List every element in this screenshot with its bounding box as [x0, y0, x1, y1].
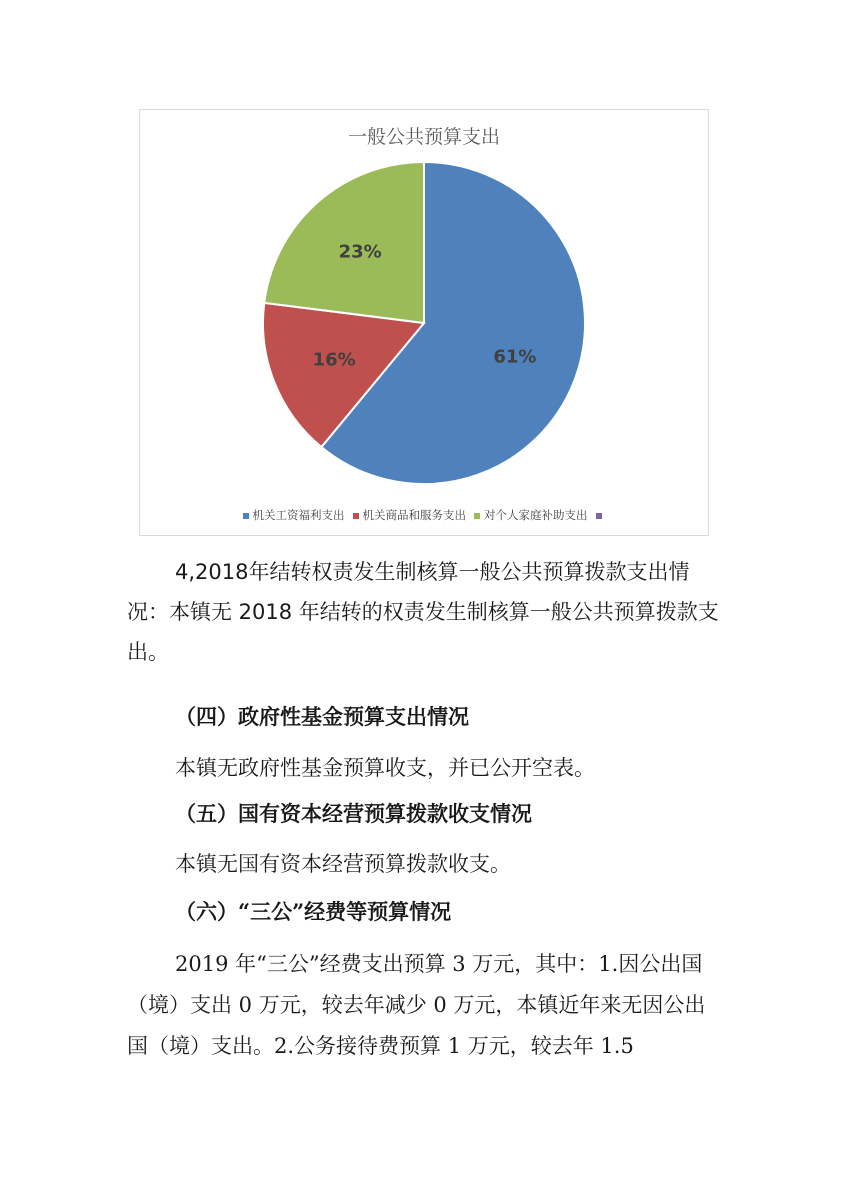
slice-data-label: 16%	[312, 349, 356, 371]
legend-item	[243, 507, 345, 523]
heading-state-capital: （五）国有资本经营预算拨款收支情况	[175, 801, 532, 826]
paragraph-carryover: 4,2018年结转权责发生制核算一般公共预算拨款支出情况：本镇无 2018 年结转的权责发生制核算一般公共预算拨款支出。	[127, 560, 719, 664]
legend-item	[353, 507, 467, 523]
slice-data-label: 23%	[338, 241, 382, 263]
heading-government-fund: （四）政府性基金预算支出情况	[175, 704, 469, 729]
pie-chart-canvas	[140, 110, 710, 537]
legend-swatch	[243, 513, 249, 519]
chart-legend	[140, 507, 708, 523]
legend-label: 对个人家庭补助支出	[484, 508, 588, 522]
chart-title: 一般公共预算支出	[347, 126, 500, 148]
legend-swatch	[474, 513, 480, 519]
legend-swatch	[596, 513, 602, 519]
legend-label: 机关工资福利支出	[252, 508, 345, 522]
paragraph-state-capital: 本镇无国有资本经营预算拨款收支。	[175, 852, 511, 876]
slice-data-label: 61%	[493, 346, 537, 368]
pie-chart	[139, 109, 709, 536]
paragraph-government-fund: 本镇无政府性基金预算收支，并已公开空表。	[175, 756, 595, 780]
legend-label: 机关商品和服务支出	[362, 508, 466, 522]
legend-item	[596, 508, 606, 522]
paragraph-three-public: 2019 年“三公”经费支出预算 3 万元，其中：1.因公出国（境）支出 0 万元，较去年减少 0 万元，本镇近年来无因公出国（境）支出。2.公务接待费预算 1 万元，较去年 1.5	[127, 952, 706, 1058]
legend-item	[474, 507, 588, 523]
legend-swatch	[353, 513, 359, 519]
heading-three-public: （六）“三公”经费等预算情况	[175, 899, 452, 924]
